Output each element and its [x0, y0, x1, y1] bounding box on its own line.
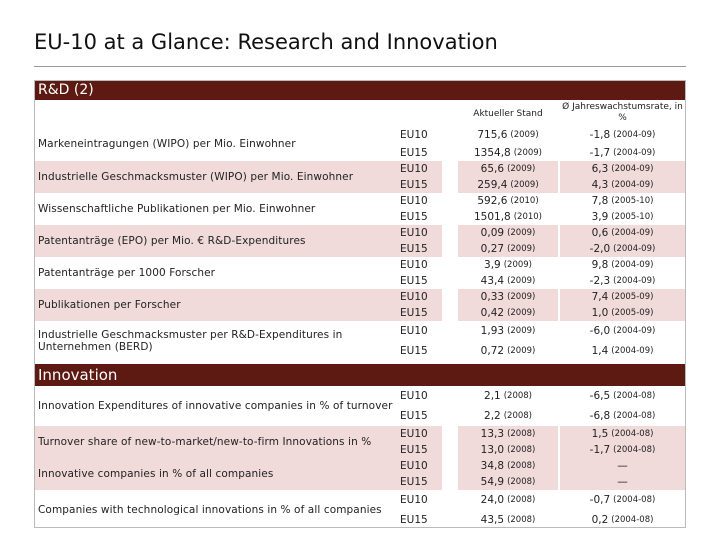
current-value-cell — [458, 225, 558, 241]
region-cell: EU10 — [396, 426, 442, 442]
value-year: (2009) — [507, 326, 536, 336]
region-cell: EU15 — [400, 410, 428, 422]
current-value-cell — [458, 341, 558, 361]
growth-rate: 0,6 — [591, 227, 609, 239]
current-value-cell — [458, 490, 558, 510]
rate-period: (2005-09) — [611, 308, 654, 318]
region-cell: EU15 — [400, 514, 428, 526]
growth-rate: -6,8 — [589, 410, 611, 422]
current-value: 592,6 — [477, 195, 508, 207]
current-value: 13,0 — [480, 444, 505, 456]
growth-rate-cell — [560, 341, 685, 361]
growth-rate-cell — [560, 458, 685, 474]
rate-period: (2004-09) — [613, 130, 656, 140]
rate-period: (2004-09) — [611, 260, 654, 270]
current-value: 34,8 — [480, 460, 505, 472]
current-value-cell — [458, 193, 558, 209]
region-cell: EU15 — [396, 177, 442, 193]
region-cell: EU15 — [396, 305, 442, 321]
current-value-cell — [458, 241, 558, 257]
growth-rate-cell — [560, 305, 685, 321]
current-value-cell — [458, 510, 558, 530]
growth-rate: 4,3 — [591, 179, 609, 191]
current-value-cell — [458, 126, 558, 144]
rate-period: (2004-08) — [613, 391, 656, 401]
current-value-cell — [458, 273, 558, 289]
current-value: 0,72 — [480, 345, 505, 357]
growth-rate-cell — [560, 474, 685, 490]
current-value: 2,2 — [484, 410, 501, 422]
indicator-label: Innovative companies in % of all companies — [34, 458, 396, 490]
growth-rate-cell — [560, 426, 685, 442]
growth-rate: -0,7 — [589, 494, 611, 506]
region-cell: EU15 — [400, 146, 428, 159]
region-cell: EU15 — [400, 211, 428, 223]
growth-rate: 3,9 — [591, 211, 609, 223]
current-value-cell — [458, 289, 558, 305]
growth-rate-cell — [560, 490, 685, 510]
rate-period: (2005-10) — [611, 212, 654, 222]
current-value: 1,93 — [480, 325, 505, 337]
growth-rate-cell — [560, 257, 685, 273]
rate-period: (2004-09) — [611, 180, 654, 190]
rate-period: (2004-08) — [613, 495, 656, 505]
growth-rate: 9,8 — [591, 259, 609, 271]
rate-period: (2004-09) — [611, 228, 654, 238]
section-title-rd: R&D (2) — [38, 82, 94, 98]
growth-rate: -2,0 — [589, 243, 611, 255]
current-value: 0,33 — [480, 291, 505, 303]
current-value: 2,1 — [484, 390, 501, 402]
current-value-cell — [458, 161, 558, 177]
growth-rate: 1,4 — [591, 345, 609, 357]
value-year: (2009) — [507, 308, 536, 318]
section-header-rd — [34, 80, 686, 100]
region-cell: EU15 — [400, 345, 428, 357]
growth-rate-cell — [560, 510, 685, 530]
growth-rate: — — [617, 476, 628, 488]
region-cell: EU10 — [400, 129, 428, 141]
current-value: 65,6 — [480, 163, 505, 175]
current-value: 715,6 — [477, 129, 508, 141]
growth-rate: -2,3 — [589, 275, 611, 287]
value-year: (2008) — [503, 411, 532, 421]
current-value-cell — [458, 177, 558, 193]
current-value-cell — [458, 474, 558, 490]
value-year: (2008) — [507, 495, 536, 505]
growth-rate: -6,0 — [589, 325, 611, 337]
indicator-label: Markeneintragungen (WIPO) per Mio. Einwohner — [38, 137, 296, 150]
current-value: 24,0 — [480, 494, 505, 506]
rate-period: (2004-09) — [613, 147, 656, 158]
growth-rate-cell — [560, 321, 685, 341]
current-value-cell — [458, 426, 558, 442]
growth-rate-cell — [560, 177, 685, 193]
page-title: EU-10 at a Glance: Research and Innovation — [34, 30, 498, 54]
value-year: (2009) — [507, 276, 536, 286]
region-cell: EU10 — [396, 225, 442, 241]
region-cell: EU10 — [396, 289, 442, 305]
growth-rate: 7,8 — [591, 195, 609, 207]
growth-rate: 6,3 — [591, 163, 609, 175]
region-cell: EU10 — [396, 161, 442, 177]
indicator-label: Turnover share of new-to-market/new-to-firm Innovations in % — [34, 426, 396, 458]
rate-period: (2004-08) — [613, 411, 656, 421]
growth-rate: 1,0 — [591, 307, 609, 319]
growth-rate: 1,5 — [591, 428, 609, 440]
growth-rate-cell — [560, 241, 685, 257]
rate-period: (2004-09) — [613, 276, 656, 286]
value-year: (2008) — [507, 461, 536, 471]
value-year: (2009) — [507, 228, 536, 238]
value-year: (2010) — [513, 212, 542, 222]
current-value-cell — [458, 386, 558, 406]
current-value: 1354,8 — [473, 146, 511, 159]
indicator-label: Industrielle Geschmacksmuster per R&D-Expenditures in Unternehmen (BERD) — [38, 329, 343, 353]
value-year: (2008) — [503, 391, 532, 401]
growth-rate-cell — [560, 126, 685, 144]
value-year: (2008) — [507, 477, 536, 487]
value-year: (2009) — [507, 164, 536, 174]
current-value-cell — [458, 442, 558, 458]
rate-period: (2004-09) — [613, 326, 656, 336]
current-value: 43,4 — [480, 275, 505, 287]
growth-rate-cell — [560, 442, 685, 458]
rate-period: (2004-08) — [611, 515, 654, 525]
growth-rate: 7,4 — [591, 291, 609, 303]
rate-period: (2004-09) — [613, 244, 656, 254]
indicator-label: Publikationen per Forscher — [34, 289, 396, 321]
title-divider — [34, 66, 686, 67]
region-cell: EU10 — [400, 494, 428, 506]
current-value: 0,27 — [480, 243, 505, 255]
value-year: (2009) — [507, 346, 536, 356]
rate-period: (2005-10) — [611, 196, 654, 206]
rate-period: (2004-08) — [611, 429, 654, 439]
value-year: (2010) — [510, 196, 539, 206]
value-year: (2009) — [507, 292, 536, 302]
region-cell: EU15 — [396, 241, 442, 257]
value-year: (2008) — [507, 429, 536, 439]
current-value-cell — [458, 144, 558, 161]
current-value: 1501,8 — [473, 211, 511, 223]
growth-rate-cell — [560, 209, 685, 225]
current-value-cell — [458, 257, 558, 273]
value-year: (2009) — [510, 180, 539, 190]
current-value: 259,4 — [477, 179, 508, 191]
region-cell: EU15 — [396, 474, 442, 490]
rate-period: (2004-09) — [611, 346, 654, 356]
growth-rate-cell — [560, 225, 685, 241]
current-value: 54,9 — [480, 476, 505, 488]
growth-rate-cell — [560, 273, 685, 289]
region-cell: EU10 — [400, 390, 428, 402]
indicator-label: Patentanträge (EPO) per Mio. € R&D-Expenditures — [34, 225, 396, 257]
region-cell: EU10 — [400, 259, 428, 271]
value-year: (2009) — [503, 260, 532, 270]
current-value-cell — [458, 209, 558, 225]
current-value-cell — [458, 305, 558, 321]
indicator-label: Industrielle Geschmacksmuster (WIPO) per Mio. Einwohner — [34, 161, 396, 193]
growth-rate-cell — [560, 289, 685, 305]
current-value-cell — [458, 458, 558, 474]
value-year: (2008) — [507, 515, 536, 525]
growth-rate-cell — [560, 386, 685, 406]
section-title-innovation: Innovation — [38, 366, 118, 384]
rate-period: (2004-08) — [613, 445, 656, 455]
current-value: 0,42 — [480, 307, 505, 319]
rate-period: (2004-09) — [611, 164, 654, 174]
region-cell: EU15 — [400, 275, 428, 287]
growth-rate-cell — [560, 406, 685, 426]
value-year: (2009) — [510, 130, 539, 140]
value-year: (2009) — [507, 244, 536, 254]
growth-rate: — — [617, 460, 628, 472]
growth-rate-cell — [560, 161, 685, 177]
region-cell: EU15 — [396, 442, 442, 458]
growth-rate: -6,5 — [589, 390, 611, 402]
current-value-cell — [458, 321, 558, 341]
growth-rate: 0,2 — [591, 514, 609, 526]
region-cell: EU10 — [400, 325, 428, 337]
column-header-growth: Ø Jahreswachstumsrate, in % — [562, 102, 683, 123]
current-value-cell — [458, 406, 558, 426]
indicator-label: Companies with technological innovations in % of all companies — [38, 504, 382, 516]
indicator-label: Wissenschaftliche Publikationen per Mio. Einwohner — [38, 203, 316, 215]
rate-period: (2005-09) — [611, 292, 654, 302]
growth-rate: -1,7 — [589, 444, 611, 456]
growth-rate-cell — [560, 193, 685, 209]
region-cell: EU10 — [400, 195, 428, 207]
column-header-current: Aktueller Stand — [473, 109, 543, 119]
current-value: 3,9 — [484, 259, 501, 271]
section-header-innovation — [34, 364, 686, 386]
current-value: 0,09 — [480, 227, 505, 239]
region-cell: EU10 — [396, 458, 442, 474]
value-year: (2009) — [513, 147, 542, 158]
growth-rate: -1,7 — [589, 146, 611, 159]
indicator-label: Innovation Expenditures of innovative companies in % of turnover — [38, 400, 393, 412]
growth-rate: -1,8 — [589, 129, 611, 141]
current-value: 43,5 — [480, 514, 505, 526]
value-year: (2008) — [507, 445, 536, 455]
growth-rate-cell — [560, 144, 685, 161]
indicator-label: Patentanträge per 1000 Forscher — [38, 267, 216, 279]
current-value: 13,3 — [480, 428, 505, 440]
